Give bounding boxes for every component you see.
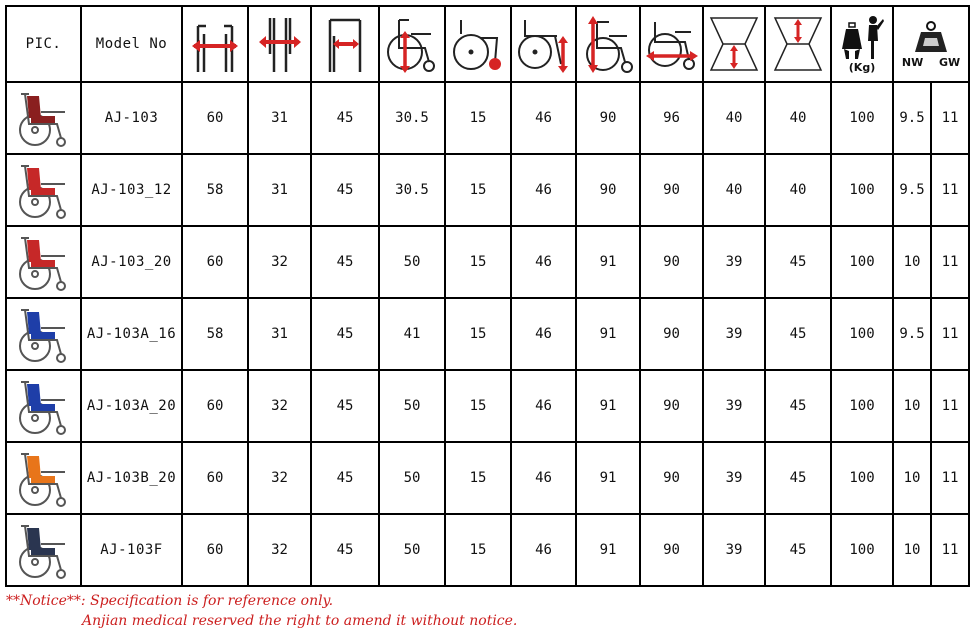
spec-cell: 45: [765, 370, 831, 442]
spec-cell: 40: [765, 82, 831, 154]
spec-cell: 32: [248, 442, 311, 514]
seat-height-icon: [511, 6, 576, 82]
spec-cell: 32: [248, 370, 311, 442]
spec-cell: 45: [311, 442, 379, 514]
spec-table: [5, 5, 970, 587]
spec-cell: 15: [445, 82, 511, 154]
overall-height-icon: [576, 6, 640, 82]
spec-cell: 91: [576, 370, 640, 442]
spec-cell: 100: [831, 154, 893, 226]
spec-cell: 30.5: [379, 82, 445, 154]
spec-cell: 50: [379, 442, 445, 514]
wheelchair-photo: [6, 370, 81, 442]
model-cell: AJ-103A_16: [81, 298, 182, 370]
model-cell: AJ-103_12: [81, 154, 182, 226]
spec-cell: 91: [576, 442, 640, 514]
table-row: [6, 82, 969, 154]
spec-cell: 46: [511, 298, 576, 370]
spec-cell: 46: [511, 370, 576, 442]
spec-cell: 50: [379, 370, 445, 442]
spec-cell: 91: [576, 514, 640, 586]
spec-cell: 15: [445, 226, 511, 298]
spec-cell: 15: [445, 370, 511, 442]
spec-cell: 45: [311, 514, 379, 586]
spec-cell: 39: [703, 442, 765, 514]
spec-cell: 50: [379, 226, 445, 298]
spec-cell: 15: [445, 514, 511, 586]
spec-cell: 39: [703, 514, 765, 586]
weight-icon: [893, 6, 969, 82]
spec-cell: 45: [765, 226, 831, 298]
wheelchair-photo: [6, 442, 81, 514]
spec-cell: 100: [831, 298, 893, 370]
spec-cell: 45: [311, 298, 379, 370]
spec-cell: 90: [640, 226, 703, 298]
wheelchair-photo: [6, 514, 81, 586]
notice: [6, 591, 517, 631]
overall-width-icon: [182, 6, 248, 82]
model-cell: AJ-103F: [81, 514, 182, 586]
max-load-unit: (Kg): [848, 60, 876, 74]
spec-cell: 31: [248, 154, 311, 226]
max-load-icon: [831, 6, 893, 82]
spec-cell: 60: [182, 370, 248, 442]
spec-cell: 58: [182, 298, 248, 370]
table-row: [6, 226, 969, 298]
spec-cell: 39: [703, 298, 765, 370]
gw-label: GW: [938, 55, 961, 69]
wheelchair-photo: [6, 298, 81, 370]
spec-cell: 46: [511, 82, 576, 154]
gw-cell: 11: [931, 82, 969, 154]
spec-cell: 90: [640, 298, 703, 370]
spec-cell: 46: [511, 442, 576, 514]
model-cell: AJ-103_20: [81, 226, 182, 298]
wheelchair-photo: [6, 154, 81, 226]
pic-header: PIC.: [6, 6, 81, 82]
seat-depth-icon: [703, 6, 765, 82]
spec-cell: 45: [765, 514, 831, 586]
spec-cell: 58: [182, 154, 248, 226]
spec-cell: 31: [248, 82, 311, 154]
spec-cell: 32: [248, 514, 311, 586]
spec-cell: 60: [182, 82, 248, 154]
model-cell: AJ-103B_20: [81, 442, 182, 514]
nw-cell: 9.5: [893, 298, 931, 370]
front-wheel-diameter-icon: [445, 6, 511, 82]
spec-cell: 100: [831, 82, 893, 154]
spec-cell: 15: [445, 154, 511, 226]
spec-cell: 40: [765, 154, 831, 226]
spec-cell: 90: [576, 154, 640, 226]
model-cell: AJ-103: [81, 82, 182, 154]
gw-cell: 11: [931, 154, 969, 226]
spec-cell: 41: [379, 298, 445, 370]
table-row: [6, 442, 969, 514]
nw-cell: 10: [893, 226, 931, 298]
folded-width-icon: [248, 6, 311, 82]
spec-cell: 15: [445, 442, 511, 514]
seat-width-icon: [311, 6, 379, 82]
spec-cell: 46: [511, 154, 576, 226]
spec-cell: 100: [831, 442, 893, 514]
nw-cell: 9.5: [893, 154, 931, 226]
spec-cell: 50: [379, 514, 445, 586]
spec-cell: 15: [445, 298, 511, 370]
wheelchair-photo: [6, 226, 81, 298]
nw-label: NW: [901, 55, 924, 69]
table-row: [6, 298, 969, 370]
spec-cell: 32: [248, 226, 311, 298]
spec-cell: 40: [703, 82, 765, 154]
overall-length-icon: [640, 6, 703, 82]
spec-cell: 60: [182, 226, 248, 298]
backrest-height-icon: [765, 6, 831, 82]
gw-cell: 11: [931, 226, 969, 298]
spec-cell: 40: [703, 154, 765, 226]
spec-cell: 91: [576, 298, 640, 370]
notice-line-1: **Notice**: Specification is for reference only.: [6, 593, 334, 609]
spec-cell: 100: [831, 514, 893, 586]
model-header: Model No: [81, 6, 182, 82]
spec-cell: 31: [248, 298, 311, 370]
spec-cell: 45: [311, 82, 379, 154]
spec-cell: 39: [703, 226, 765, 298]
spec-cell: 45: [311, 154, 379, 226]
spec-cell: 90: [640, 514, 703, 586]
wheelchair-photo: [6, 82, 81, 154]
spec-cell: 96: [640, 82, 703, 154]
spec-cell: 45: [311, 226, 379, 298]
spec-cell: 46: [511, 514, 576, 586]
spec-cell: 45: [765, 298, 831, 370]
nw-cell: 10: [893, 442, 931, 514]
spec-cell: 100: [831, 226, 893, 298]
spec-cell: 91: [576, 226, 640, 298]
gw-cell: 11: [931, 442, 969, 514]
spec-cell: 45: [765, 442, 831, 514]
spec-cell: 90: [576, 82, 640, 154]
gw-cell: 11: [931, 370, 969, 442]
spec-cell: 90: [640, 442, 703, 514]
table-row: [6, 514, 969, 586]
spec-cell: 90: [640, 154, 703, 226]
table-row: [6, 370, 969, 442]
spec-cell: 46: [511, 226, 576, 298]
spec-cell: 90: [640, 370, 703, 442]
spec-cell: 60: [182, 514, 248, 586]
weight-labels: [894, 56, 968, 69]
rear-wheel-diameter-icon: [379, 6, 445, 82]
nw-cell: 10: [893, 514, 931, 586]
header-row: [6, 6, 969, 82]
spec-cell: 100: [831, 370, 893, 442]
gw-cell: 11: [931, 514, 969, 586]
nw-cell: 9.5: [893, 82, 931, 154]
spec-cell: 30.5: [379, 154, 445, 226]
spec-cell: 60: [182, 442, 248, 514]
spec-cell: 39: [703, 370, 765, 442]
model-cell: AJ-103A_20: [81, 370, 182, 442]
table-row: [6, 154, 969, 226]
spec-cell: 45: [311, 370, 379, 442]
gw-cell: 11: [931, 298, 969, 370]
notice-line-2: Anjian medical reserved the right to amend it without notice.: [82, 613, 518, 629]
nw-cell: 10: [893, 370, 931, 442]
